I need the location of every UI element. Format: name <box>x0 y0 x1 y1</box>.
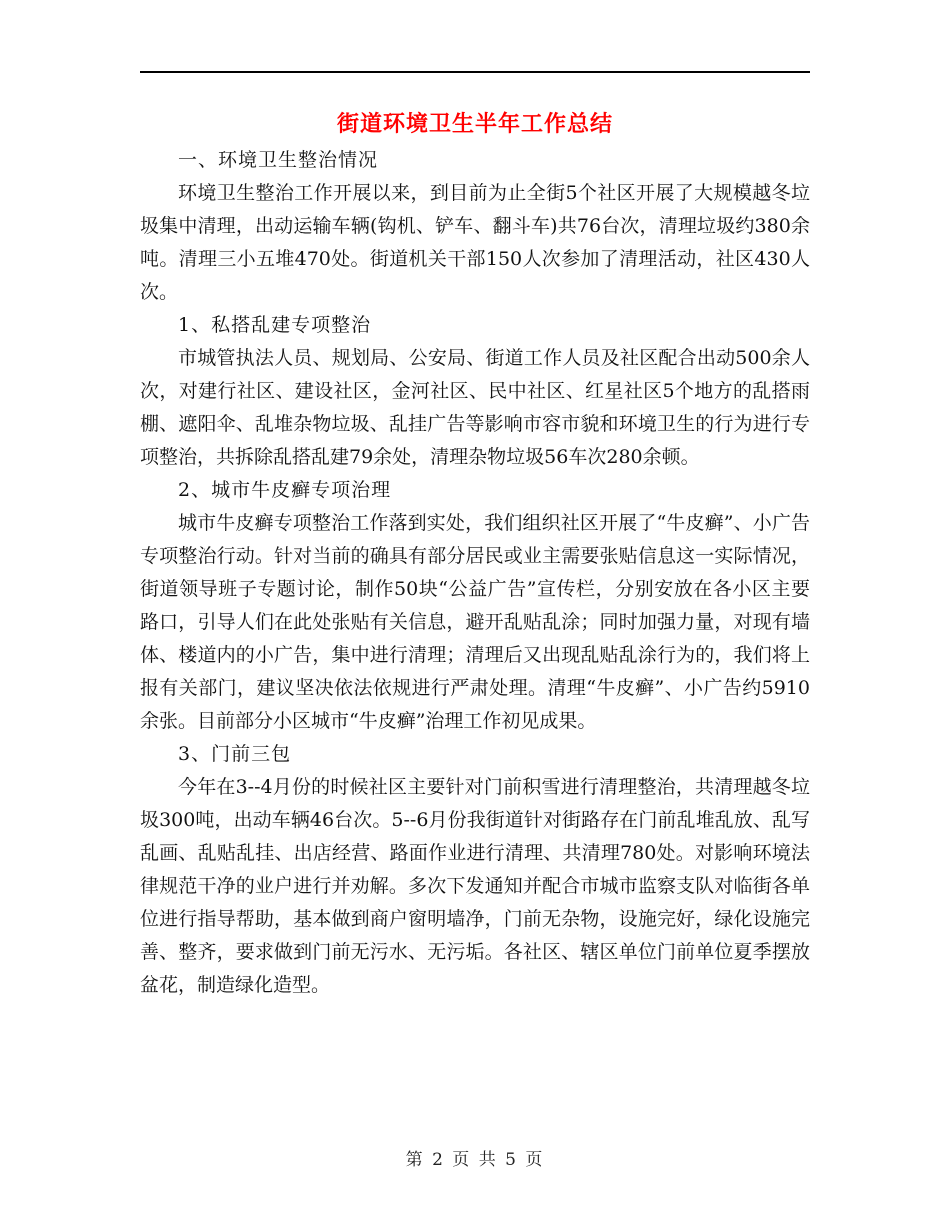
document-title: 街道环境卫生半年工作总结 <box>336 111 613 137</box>
section-heading-environment: 一、环境卫生整治情况 <box>178 149 379 171</box>
document-body <box>140 104 810 1002</box>
section-heading-storefront: 3、门前三包 <box>178 743 292 765</box>
section-heading-illegal-construction: 1、私搭乱建专项整治 <box>178 314 372 336</box>
paragraph-illegal-construction: 市城管执法人员、规划局、公安局、街道工作人员及社区配合出动500余人次，对建行社区、建设社区，金河社区、民中社区、红星社区5个地方的乱搭雨棚、遮阳伞、乱堆杂物垃圾、乱挂广告等影响市容市貌和环境卫生的行为进行专项整治，共拆除乱搭乱建79余处，清理杂物垃圾56车次280余顿。 <box>140 347 810 468</box>
header-rule <box>140 71 810 73</box>
paragraph-environment: 环境卫生整治工作开展以来，到目前为止全街5个社区开展了大规模越冬垃圾集中清理，出动运输车辆(钩机、铲车、翻斗车)共76台次，清理垃圾约380余吨。清理三小五堆470处。街道机关干部150人次参加了清理活动，社区430人次。 <box>140 182 810 303</box>
paragraph-ads: 城市牛皮癣专项整治工作落到实处，我们组织社区开展了“牛皮癣”、小广告专项整治行动。针对当前的确具有部分居民或业主需要张贴信息这一实际情况，街道领导班子专题讨论，制作50块“公益广告”宣传栏，分别安放在各小区主要路口，引导人们在此处张贴有关信息，避开乱贴乱涂；同时加强力量，对现有墙体、楼道内的小广告，集中进行清理；清理后又出现乱贴乱涂行为的，我们将上报有关部门，建议坚决依法依规进行严肃处理。清理“牛皮癣”、小广告约5910余张。目前部分小区城市“牛皮癣”治理工作初见成果。 <box>140 512 810 732</box>
paragraph-storefront: 今年在3--4月份的时候社区主要针对门前积雪进行清理整治，共清理越冬垃圾300吨，出动车辆46台次。5--6月份我街道针对街路存在门前乱堆乱放、乱写乱画、乱贴乱挂、出店经营、路面作业进行清理、共清理780处。对影响环境法律规范干净的业户进行并劝解。多次下发通知并配合市城市监察支队对临街各单位进行指导帮助，基本做到商户窗明墙净，门前无杂物，设施完好，绿化设施完善、整齐，要求做到门前无污水、无污垢。各社区、辖区单位门前单位夏季摆放盆花，制造绿化造型。 <box>140 776 810 996</box>
page-number: 第 2 页 共 5 页 <box>405 1150 545 1170</box>
section-heading-ads: 2、城市牛皮癣专项治理 <box>178 479 392 501</box>
